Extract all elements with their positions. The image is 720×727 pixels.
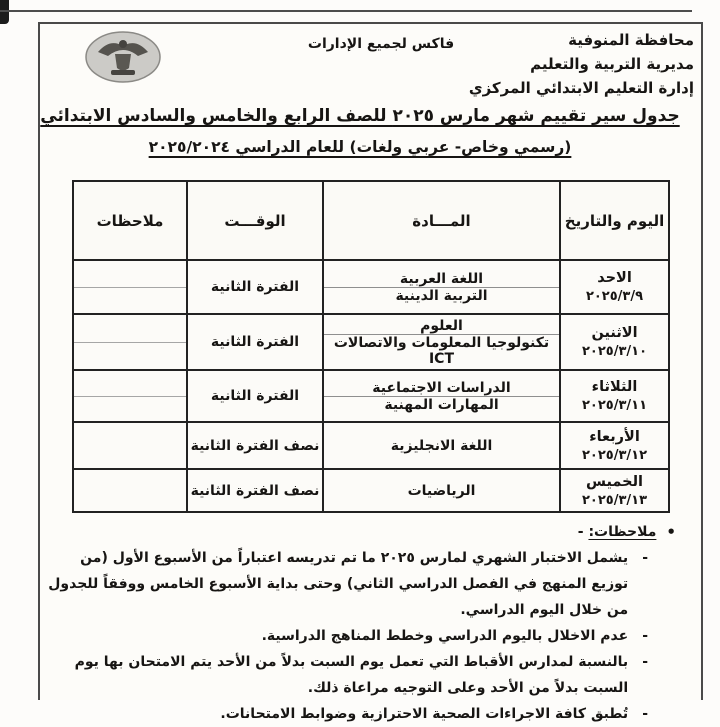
note-text: بالنسبة لمدارس الأقباط التي تعمل يوم السبت بدلاً من الأحد يتم الامتحان بها يوم السبت بدلاً من الأحد وعلى التوجيه مراعاة ذلك. xyxy=(74,654,629,696)
notes-cell xyxy=(73,314,187,370)
day-cell xyxy=(560,469,669,512)
day-name: الخميس xyxy=(585,473,643,490)
dash-marker: - xyxy=(642,706,648,722)
day-date: ٢٠٢٥/٣/٩ xyxy=(585,289,644,304)
subject-cell xyxy=(323,314,560,370)
time-cell: الفترة الثانية xyxy=(187,260,323,314)
notes-cell xyxy=(73,260,187,314)
day-cell xyxy=(560,260,669,314)
time-cell: الفترة الثانية xyxy=(187,370,323,422)
fax-distribution-label: فاكس لجميع الإدارات xyxy=(307,36,455,52)
note-text: عدم الاخلال باليوم الدراسي وخطط المناهج الدراسية. xyxy=(261,628,629,644)
table-row-wednesday xyxy=(73,422,669,469)
note-text: يشمل الاختبار الشهري لمارس ٢٠٢٥ ما تم تدريسه اعتباراً من الأسبوع الأول (من توزيع المنهج في الفصل الدراسي الثاني) وحتى بداية الأسبوع الخامس ووفقاً للجدول من خلال اليوم الدراسي. xyxy=(48,550,629,618)
bullet-icon: • xyxy=(666,523,676,541)
org-governorate: محافظة المنوفية xyxy=(568,31,694,49)
footnotes-heading-suffix: - xyxy=(577,524,589,540)
org-directorate: مديرية التربية والتعليم xyxy=(530,55,694,73)
egypt-eagle-logo-icon xyxy=(84,30,162,84)
day-name: الاثنين xyxy=(591,325,638,341)
note-item xyxy=(42,623,694,649)
subject-cell: الرياضيات xyxy=(323,469,560,512)
day-cell xyxy=(560,370,669,422)
note-item xyxy=(42,545,694,623)
col-header-day-date: اليوم والتاريخ xyxy=(560,181,669,260)
day-cell xyxy=(560,314,669,370)
exam-schedule-table xyxy=(72,180,670,513)
subject-item: الدراسات الاجتماعية xyxy=(324,380,559,397)
day-date: ٢٠٢٥/٣/١٠ xyxy=(581,344,648,359)
col-header-notes: ملاحظات xyxy=(73,181,187,260)
day-cell xyxy=(560,422,669,469)
footnotes-heading-text: ملاحظات: xyxy=(588,524,657,540)
scan-artifact xyxy=(0,0,9,24)
note-text: تُطبق كافة الاجراءات الصحية الاحترازية وضوابط الامتحانات. xyxy=(220,706,629,722)
time-cell: الفترة الثانية xyxy=(187,314,323,370)
footnotes-section xyxy=(42,519,694,727)
subject-item: اللغة العربية xyxy=(324,271,559,288)
subject-item: التربية الدينية xyxy=(395,287,488,304)
table-row-tuesday xyxy=(73,370,669,422)
org-administration: إدارة التعليم الابتدائي المركزي xyxy=(468,79,694,97)
top-horizontal-rule xyxy=(0,10,692,12)
day-date: ٢٠٢٥/٣/١٢ xyxy=(581,447,648,463)
day-name: الأربعاء xyxy=(589,428,640,445)
day-date: ٢٠٢٥/٣/١٣ xyxy=(581,492,648,508)
subject-item: تكنولوجيا المعلومات والاتصالات ICT xyxy=(333,334,550,367)
dash-marker: - xyxy=(642,550,648,566)
table-row-monday xyxy=(73,314,669,370)
subject-item: المهارات المهنية xyxy=(384,396,499,413)
day-name: الثلاثاء xyxy=(591,379,638,395)
notes-cell xyxy=(73,469,187,512)
col-header-time: الوقـــت xyxy=(187,181,323,260)
subject-cell xyxy=(323,260,560,314)
day-date: ٢٠٢٥/٣/١١ xyxy=(581,398,648,413)
col-header-subject: المـــادة xyxy=(323,181,560,260)
dash-marker: - xyxy=(642,654,648,670)
time-cell: نصف الفترة الثانية xyxy=(187,422,323,469)
subject-item: العلوم xyxy=(324,318,559,335)
notes-cell xyxy=(73,370,187,422)
day-name: الاحد xyxy=(597,270,632,286)
notes-cell xyxy=(73,422,187,469)
table-header-row xyxy=(73,181,669,260)
document-subtitle: (رسمي وخاص- عربي ولغات) للعام الدراسي ٢٠٢٥/٢٠٢٤ xyxy=(148,138,572,156)
subject-cell xyxy=(323,370,560,422)
table-row-sunday xyxy=(73,260,669,314)
footnotes-heading xyxy=(42,519,694,545)
table-row-thursday xyxy=(73,469,669,512)
dash-marker: - xyxy=(642,628,648,644)
time-cell: نصف الفترة الثانية xyxy=(187,469,323,512)
organization-header xyxy=(469,28,694,100)
note-item xyxy=(42,701,694,727)
note-item xyxy=(42,649,694,701)
subject-cell: اللغة الانجليزية xyxy=(323,422,560,469)
document-title: جدول سير تقييم شهر مارس ٢٠٢٥ للصف الرابع والخامس والسادس الابتدائي xyxy=(40,106,680,126)
